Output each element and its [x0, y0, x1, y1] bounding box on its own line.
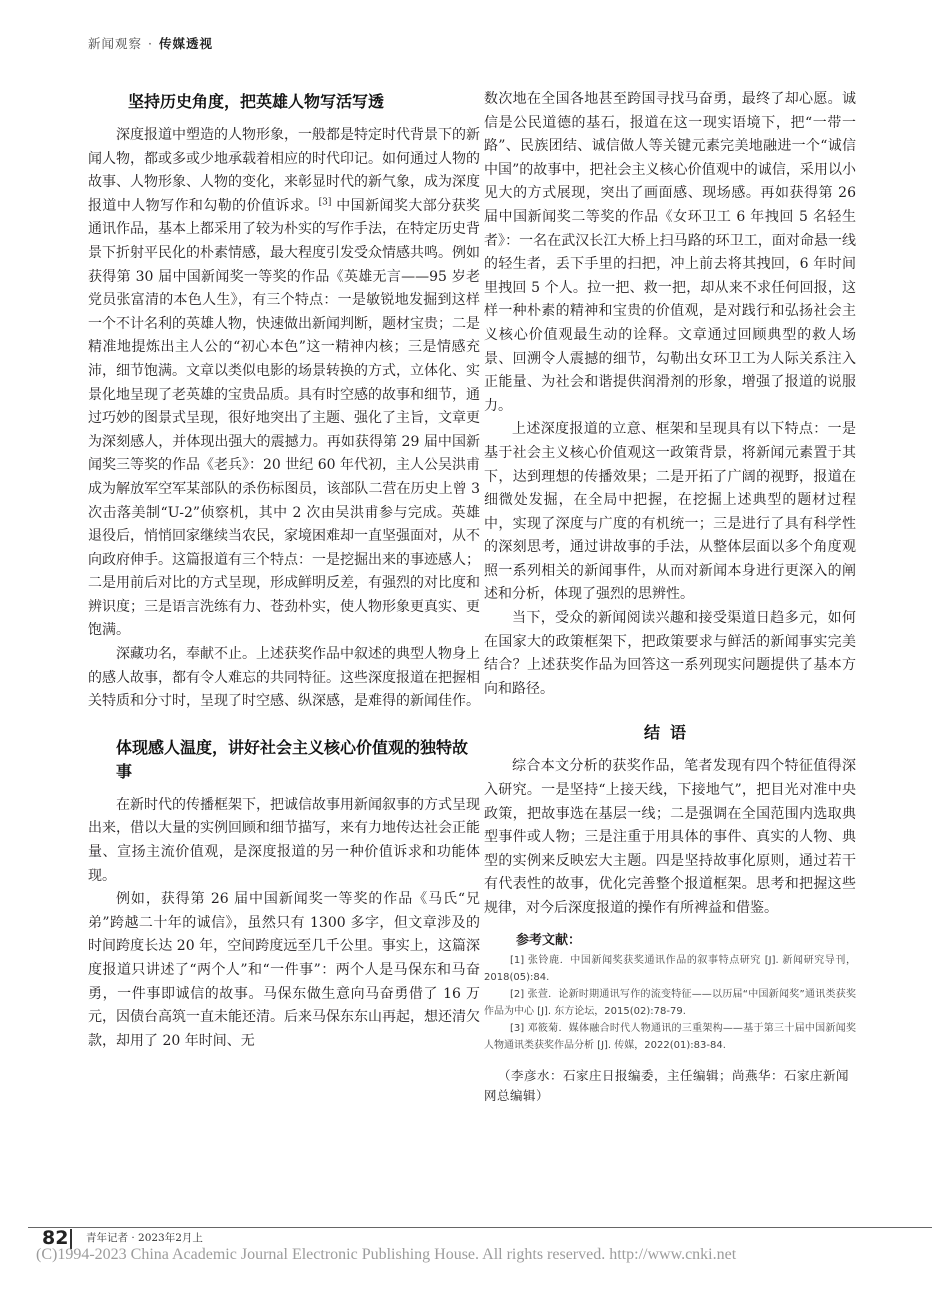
- paragraph: 当下，受众的新闻阅读兴趣和接受渠道日趋多元，如何在国家大的政策框架下，把政策要求与鲜活的新闻事实完美结合？上述获奖作品为回答这一系列现实问题提供了基本方向和路径。: [484, 610, 856, 697]
- paragraph: 例如，获得第 26 届中国新闻奖一等奖的作品《马氏“兄弟”跨越二十年的诚信》，虽然只有 1300 多字，但文章涉及的时间跨度长达 20 年，空间跨度远至几千公里。事实上，这篇深度报道只讲述了“两个人”和“一件事”：两个人是马保东和马奋勇，一件事即诚信的故事。马保东做生意向马奋勇借了 16 万元，因债台高筑一直未能还清。后来马保东东山再起，想还清欠款，却用了 20 年时间、无: [88, 891, 480, 1049]
- paragraph: 数次地在全国各地甚至跨国寻找马奋勇，最终了却心愿。诚信是公民道德的基石，报道在这一现实语境下，把“一带一路”、民族团结、诚信做人等关键元素完美地融进一个“诚信中国”的故事中，把社会主义核心价值观中的诚信，采用以小见大的方式展现，突出了画面感、现场感。再如获得第 26 届中国新闻奖二等奖的作品《女环卫工 6 年拽回 5 名轻生者》：一名在武汉长江大桥上扫马路的环卫工，面对命悬一线的轻生者，丢下手里的扫把，冲上前去将其拽回，6 年时间里拽回 5 个人。拉一把、救一把，却从来不求任何回报，这样一种朴素的精神和宝贵的价值观，是对践行和弘扬社会主义核心价值观最生动的诠释。文章通过回顾典型的救人场景、回溯令人震撼的细节，勾勒出女环卫工为人际关系注入正能量、为社会和谐提供润滑剂的形象，增强了报道的说服力。: [484, 91, 856, 414]
- section-heading-history: 坚持历史角度，把英雄人物写活写透: [128, 92, 385, 111]
- reference-item: [1] 张铃鹿．中国新闻奖获奖通讯作品的叙事特点研究 [J]. 新闻研究导刊，2018(05):84.: [484, 954, 856, 983]
- header-column: 传媒透视: [159, 36, 214, 51]
- paragraph-text: 中国新闻奖大部分获奖通讯作品，基本上都采用了较为朴实的写作手法，在特定历史背景下折射平民化的朴素情感，最大程度引发受众情感共鸣。例如获得第 30 届中国新闻奖一等奖的作品《英雄无言——95 岁老党员张富清的本色人生》，有三个特点：一是敏锐地发掘到这样一个不计名利的英雄人物，快速做出新闻判断，题材宝贵；二是精准地提炼出主人公的“初心本色”这一精神内核；三是情感充沛，细节饱满。文章以类似电影的场景转换的方式，立体化、实景化地呈现了老英雄的宝贵品质。具有时空感的故事和细节，通过巧妙的图景式呈现，很好地突出了主题、强化了主旨，文章更为深刻感人，并体现出强大的震撼力。再如获得第 29 届中国新闻奖三等奖的作品《老兵》：20 世纪 60 年代初，主人公吴洪甫成为解放军空军某部队的杀伤标图员，该部队二营在历史上曾 3 次击落美制“U-2”侦察机，其中 2 次由吴洪甫参与完成。英雄退役后，悄悄回家继续当农民，家境困难却一直坚强面对，从不向政府伸手。这篇报道有三个特点：一是挖掘出来的事迹感人；二是用前后对比的方式呈现，形成鲜明反差，有强烈的对比度和辨识度；三是语言洗练有力、苍劲朴实，使人物形象更真实、更饱满。: [88, 197, 481, 639]
- reference-item: [2] 张萱．论新时期通讯写作的流变特征——以历届“中国新闻奖”通讯类获奖作品为中心 [J]. 东方论坛，2015(02):78-79.: [484, 988, 856, 1017]
- paragraph: 综合本文分析的获奖作品，笔者发现有四个特征值得深入研究。一是坚持“上接天线，下接地气”，把目光对准中央政策，把故事选在基层一线；二是强调在全国范围内选取典型事件或人物；三是注重于用具体的事件、真实的人物、典型的实例来反映宏大主题。四是坚持故事化原则，通过若干有代表性的故事，优化完善整个报道框架。思考和把握这些规律，对今后深度报道的操作有所裨益和借鉴。: [484, 758, 856, 916]
- reference-item: [3] 邓筱菊．媒体融合时代人物通讯的三重架构——基于第三十届中国新闻奖人物通讯类获奖作品分析 [J]. 传媒，2022(01):83-84.: [484, 1022, 856, 1051]
- paragraph: 深藏功名，奉献不止。上述获奖作品中叙述的典型人物身上的感人故事，都有令人难忘的共同特征。这些深度报道在把握相关特质和分寸时，呈现了时空感、纵深感，是难得的新闻佳作。: [88, 646, 480, 710]
- page-number: 82: [42, 1227, 69, 1249]
- author-note: （李彦水：石家庄日报编委，主任编辑；尚燕华：石家庄新闻网总编辑）: [484, 1067, 850, 1103]
- left-column: [88, 88, 480, 1053]
- journal-issue: 青年记者 · 2023年2月上: [86, 1232, 203, 1244]
- paragraph-text: 深度报道中塑造的人物形象，一般都是特定时代背景下的新闻人物，都或多或少地承载着相应的时代印记。如何通过人物的故事、人物形象、人物的变化，来彰显时代的新气象，成为深度报道中人物写作和勾勒的价值诉求。: [88, 127, 480, 214]
- header-separator: ·: [148, 36, 153, 51]
- paragraph: 上述深度报道的立意、框架和呈现具有以下特点：一是基于社会主义核心价值观这一政策背景，将新闻元素置于其下，达到理想的传播效果；二是开拓了广阔的视野，报道在细微处发掘，在全局中把握，在挖掘上述典型的题材过程中，实现了深度与广度的有机统一；三是进行了具有科学性的深刻思考，通过讲故事的手法，从整体层面以多个角度观照一系列相关的新闻事件，从而对新闻本身进行更深入的阐述和分析，体现了强烈的思辨性。: [484, 421, 856, 603]
- paragraph: 在新时代的传播框架下，把诚信故事用新闻叙事的方式呈现出来，借以大量的实例回顾和细节描写，来有力地传达社会正能量、宣扬主流价值观，是深度报道的另一种价值诉求和功能体现。: [88, 796, 480, 884]
- paragraph: [88, 124, 480, 643]
- conclusion-heading: 结语: [643, 723, 696, 743]
- right-column: [484, 88, 856, 1106]
- references-title: 参考文献：: [516, 932, 582, 948]
- copyright-watermark: (C)1994-2023 China Academic Journal Electronic Publishing House. All rights reserved. http://www.cnki.net: [36, 1246, 737, 1263]
- footer-rule: [28, 1227, 932, 1228]
- citation-marker[interactable]: [3]: [318, 197, 332, 208]
- header-section: 新闻观察: [88, 36, 143, 51]
- section-heading-values: 体现感人温度，讲好社会主义核心价值观的独特故事: [116, 737, 469, 781]
- running-header: [88, 34, 213, 52]
